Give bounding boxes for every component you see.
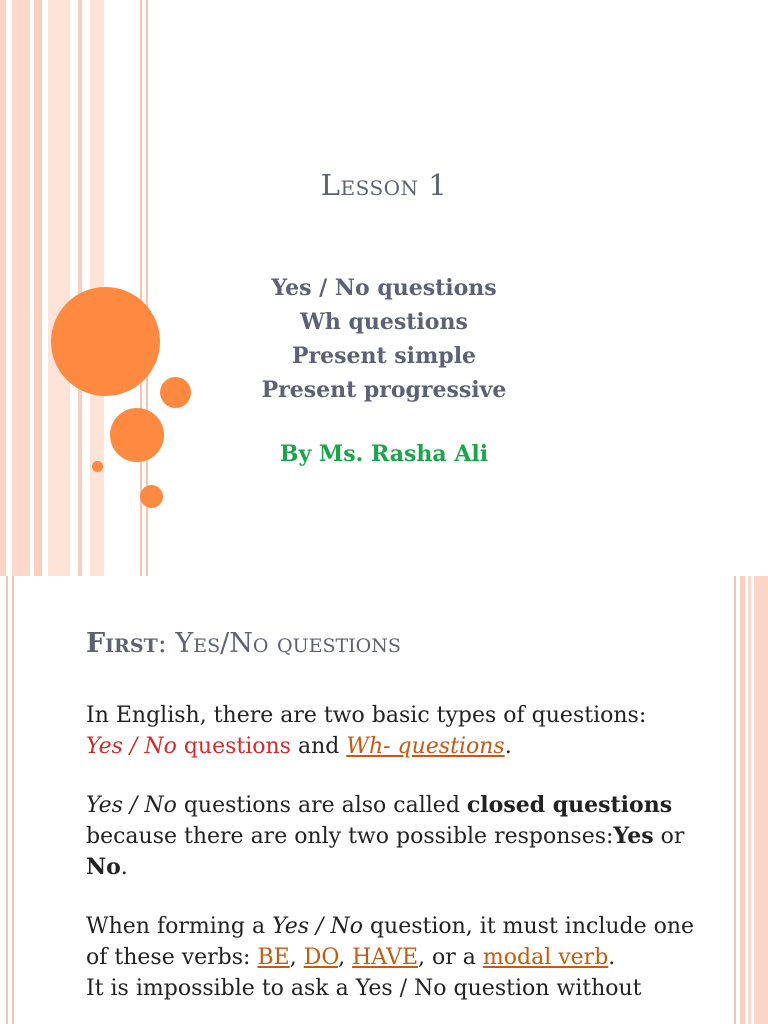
yes-no-term: Yes / No (86, 734, 177, 759)
text: , (338, 945, 353, 970)
author-line: By Ms. Rasha Ali (279, 441, 489, 467)
text: In English, there are two basic types of questions: (86, 703, 647, 728)
yes-term: Yes (613, 823, 654, 849)
slide-body (86, 700, 716, 1024)
decor-stripe (78, 0, 82, 576)
text: question, it must include one of these verbs: (86, 914, 695, 970)
yes-no-term: Yes / No (86, 793, 177, 818)
wh-questions-link[interactable] (346, 734, 504, 759)
tiny-circle (92, 461, 103, 472)
have-link[interactable]: HAVE (352, 945, 419, 970)
topic-list (160, 271, 608, 407)
wh-link-text[interactable]: Wh- questions (346, 734, 505, 759)
no-term: No (86, 854, 121, 880)
heading-colon: : (157, 628, 167, 659)
topic-item: Present simple (291, 343, 477, 369)
medium-circle (110, 408, 164, 462)
large-circle (51, 287, 160, 396)
text: questions are also called (176, 793, 467, 818)
text: . (120, 855, 128, 880)
paragraph-closed (86, 790, 716, 883)
be-link[interactable]: BE (257, 945, 290, 970)
closed-questions-term: closed questions (466, 792, 673, 818)
heading-topic: Yes/No questions (166, 628, 401, 659)
section-heading (86, 628, 401, 659)
decor-stripe (6, 576, 8, 1024)
decor-stripe (12, 0, 30, 576)
decor-stripe (34, 0, 42, 576)
yes-no-term: Yes / No (272, 914, 363, 939)
do-link[interactable]: DO (303, 945, 339, 970)
text: . (608, 945, 616, 970)
questions-word: questions (176, 734, 291, 759)
paragraph-forming (86, 911, 716, 1004)
paragraph-intro (86, 700, 716, 762)
topic-item: Yes / No questions (271, 275, 497, 301)
text: because there are only two possible responses: (86, 824, 614, 849)
decor-stripe (740, 576, 745, 1024)
topic-item: Wh questions (300, 309, 468, 335)
topic-item: Present progressive (261, 377, 507, 403)
content-slide (0, 576, 768, 1024)
decor-stripe (748, 576, 751, 1024)
text: and (290, 734, 347, 759)
modal-verb-link[interactable]: modal verb (482, 945, 609, 970)
decor-stripe (0, 0, 6, 576)
small-circle (140, 485, 163, 508)
lesson-title: Lesson 1 (320, 168, 448, 202)
text: or (653, 824, 685, 849)
decor-stripe (48, 0, 70, 576)
text: , (289, 945, 304, 970)
decor-stripe (12, 576, 14, 1024)
text: . (504, 734, 512, 759)
text-cutoff: It is impossible to ask a Yes / No question without (86, 976, 642, 1001)
text: , or a (418, 945, 483, 970)
heading-first: First (86, 628, 158, 659)
decor-stripe (754, 576, 768, 1024)
text: When forming a (86, 914, 273, 939)
decor-stripe (734, 576, 736, 1024)
